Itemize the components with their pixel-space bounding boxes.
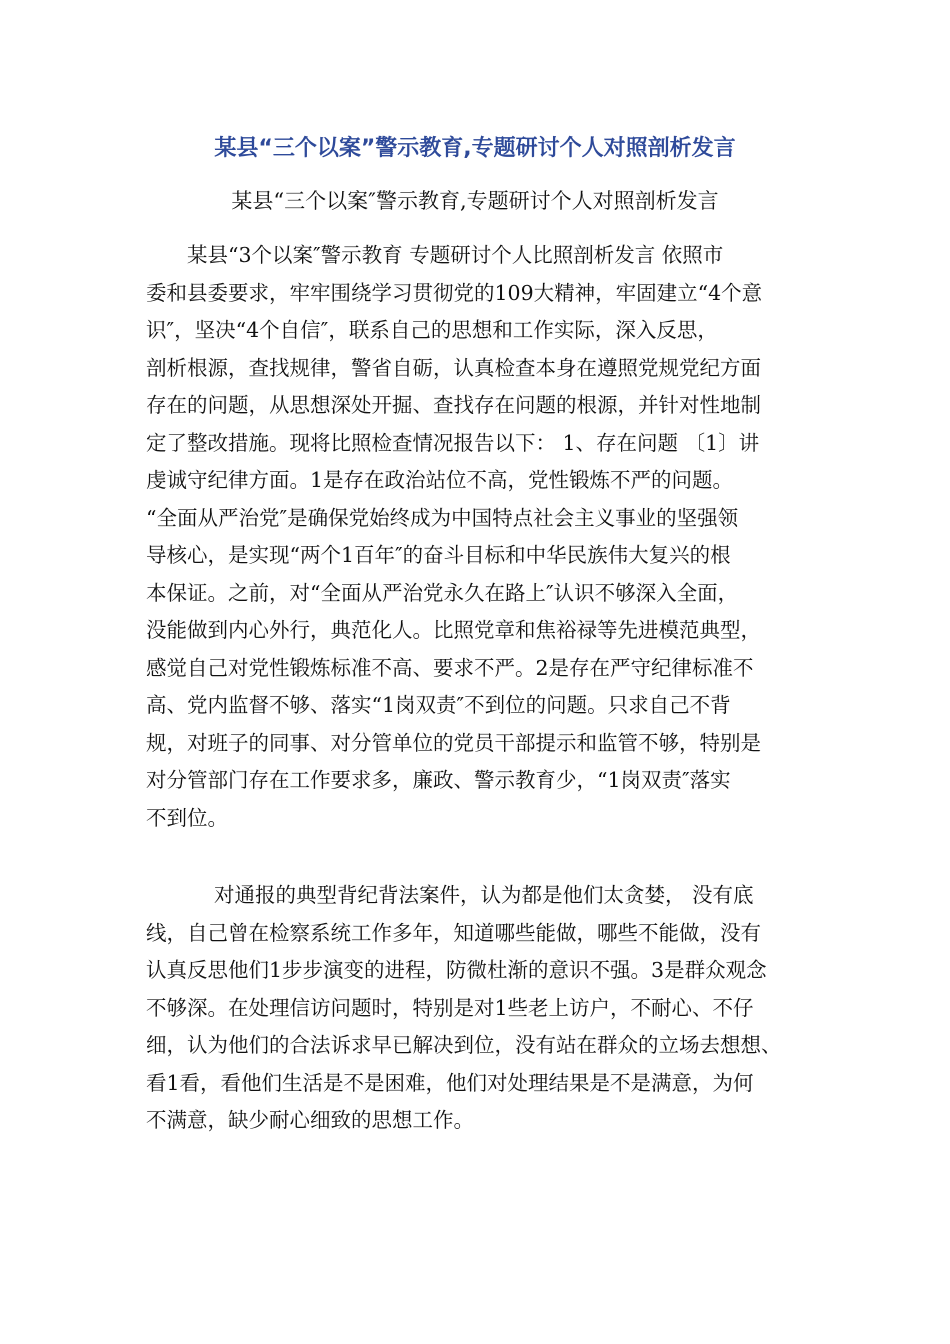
text-line: 细，认为他们的合法诉求早已解决到位，没有站在群众的立场去想想、: [146, 1033, 782, 1057]
text-line: 感觉自己对党性锻炼标准不高、要求不严。2是存在严守纪律标准不: [146, 655, 754, 680]
text-line: 不满意，缺少耐心细致的思想工作。: [146, 1108, 474, 1132]
text-line: 剖析根源，查找规律，警省自砺，认真检查本身在遵照党规党纪方面: [146, 355, 761, 380]
text-line: 没能做到内心外行，典范化人。比照党章和焦裕禄等先进模范典型，: [146, 618, 761, 642]
text-line: 识″，坚决“4个自信″，联系自己的思想和工作实际，深入反思，: [146, 318, 718, 342]
text-line: 对分管部门存在工作要求多，廉政、警示教育少，“1岗双责″落实: [146, 768, 731, 792]
text-line: 定了整改措施。现将比照检查情况报告以下： 1、存在问题 〔1〕讲: [146, 430, 760, 455]
text-line: 某县“3个以案″警示教育 专题研讨个人比照剖析发言 依照市: [146, 243, 724, 267]
text-line: “全面从严治党″是确保党始终成为中国特点社会主义事业的坚强领: [146, 505, 739, 530]
text-line: 对通报的典型背纪背法案件，认为都是他们太贪婪， 没有底: [146, 883, 754, 907]
text-line: 导核心，是实现“两个1百年″的奋斗目标和中华民族伟大复兴的根: [146, 543, 731, 567]
text-line: 认真反思他们1步步演变的进程，防微杜渐的意识不强。3是群众观念: [146, 958, 767, 982]
text-line: 不到位。: [146, 805, 228, 830]
body-paragraph-1: [146, 237, 846, 837]
text-line: 高、党内监督不够、落实“1岗双责″不到位的问题。只求自己不背: [146, 693, 731, 717]
text-line: 虔诚守纪律方面。1是存在政治站位不高，党性锻炼不严的问题。: [146, 468, 734, 492]
document-title: 某县“三个以案”警示教育,专题研讨个人对照剖析发言: [214, 136, 736, 161]
body-paragraph-2: [146, 877, 846, 1140]
text-line: 看1看，看他们生活是不是困难，他们对处理结果是不是满意，为何: [146, 1070, 754, 1095]
text-line: 不够深。在处理信访问题时，特别是对1些老上访户，不耐心、不仔: [146, 995, 754, 1020]
text-line: 委和县委要求，牢牢围绕学习贯彻党的109大精神，牢固建立“4个意: [146, 280, 763, 305]
document-subtitle: 某县“三个以案″警示教育,专题研讨个人对照剖析发言: [231, 189, 719, 213]
text-line: 规，对班子的同事、对分管单位的党员干部提示和监管不够，特别是: [146, 730, 761, 755]
text-line: 存在的问题，从思想深处开掘、查找存在问题的根源，并针对性地制: [146, 393, 761, 417]
text-line: 线，自己曾在检察系统工作多年，知道哪些能做，哪些不能做，没有: [146, 920, 761, 945]
text-line: 本保证。之前，对“全面从严治党永久在路上″认识不够深入全面，: [146, 580, 739, 605]
